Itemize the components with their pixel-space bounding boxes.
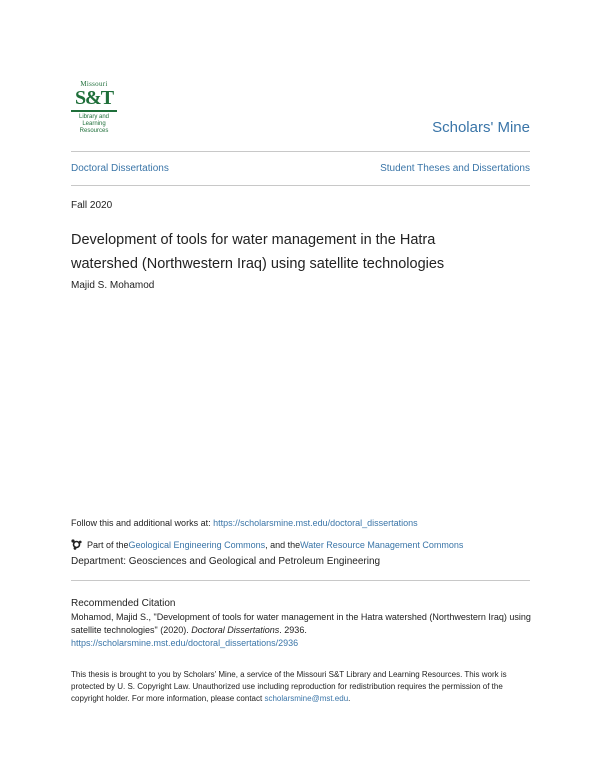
citation-italic-series: Doctoral Dissertations	[191, 625, 280, 635]
logo-mark: S&T	[74, 87, 114, 109]
publication-date: Fall 2020	[71, 200, 113, 211]
geological-engineering-commons-link[interactable]: Geological Engineering Commons	[128, 539, 266, 550]
breadcrumb-student-theses[interactable]: Student Theses and Dissertations	[380, 163, 530, 174]
citation-divider	[71, 580, 530, 581]
copyright-end: .	[348, 694, 351, 703]
part-of-middle: , and the	[265, 539, 301, 550]
recommended-citation-text	[71, 611, 531, 650]
department: Department: Geosciences and Geological and Petroleum Engineering	[71, 556, 381, 567]
contact-email-link[interactable]: scholarsmine@mst.edu	[264, 694, 349, 703]
author-name: Majid S. Mohamod	[71, 280, 155, 291]
logo-top-text: Missouri	[80, 80, 108, 88]
citation-text-part-2: . 2936.	[279, 625, 307, 635]
part-of-line	[71, 539, 463, 550]
university-logo	[71, 80, 127, 136]
site-name-link[interactable]: Scholars' Mine	[432, 119, 530, 136]
logo-sub-line-2: Learning Resources	[79, 121, 109, 134]
recommended-citation-heading: Recommended Citation	[71, 598, 176, 609]
breadcrumb-doctoral-dissertations[interactable]: Doctoral Dissertations	[71, 163, 169, 174]
follow-line	[71, 518, 418, 528]
document-title: Development of tools for water management in the Hatra watershed (Northwestern Iraq) using satellite technologies	[71, 232, 445, 272]
network-icon	[71, 539, 82, 550]
copyright-text: This thesis is brought to you by Scholars' Mine, a service of the Missouri S&T Library and Learning Resources. This work is protected by U. S. Copyright Law. Unauthorized use including reproduction for redistribution requires the permission of the copyright holder. For more information, please contact	[71, 670, 507, 703]
citation-text-part-1: Mohamod, Majid S., "Development of tools for water management in the Hatra watershed (Northwestern Iraq) using satellite technologies" (2020).	[71, 612, 531, 635]
water-resource-management-commons-link[interactable]: Water Resource Management Commons	[300, 539, 464, 550]
breadcrumb-divider	[71, 185, 530, 186]
copyright-notice	[71, 669, 531, 705]
follow-prefix: Follow this and additional works at:	[71, 518, 214, 528]
header-divider	[71, 151, 530, 152]
logo-rule	[71, 110, 117, 112]
follow-url-link[interactable]: https://scholarsmine.mst.edu/doctoral_dissertations	[213, 518, 418, 528]
logo-sub-line-1: Library and	[78, 114, 110, 120]
part-of-prefix: Part of the	[87, 539, 129, 550]
citation-url-link[interactable]: https://scholarsmine.mst.edu/doctoral_dissertations/2936	[71, 638, 299, 648]
